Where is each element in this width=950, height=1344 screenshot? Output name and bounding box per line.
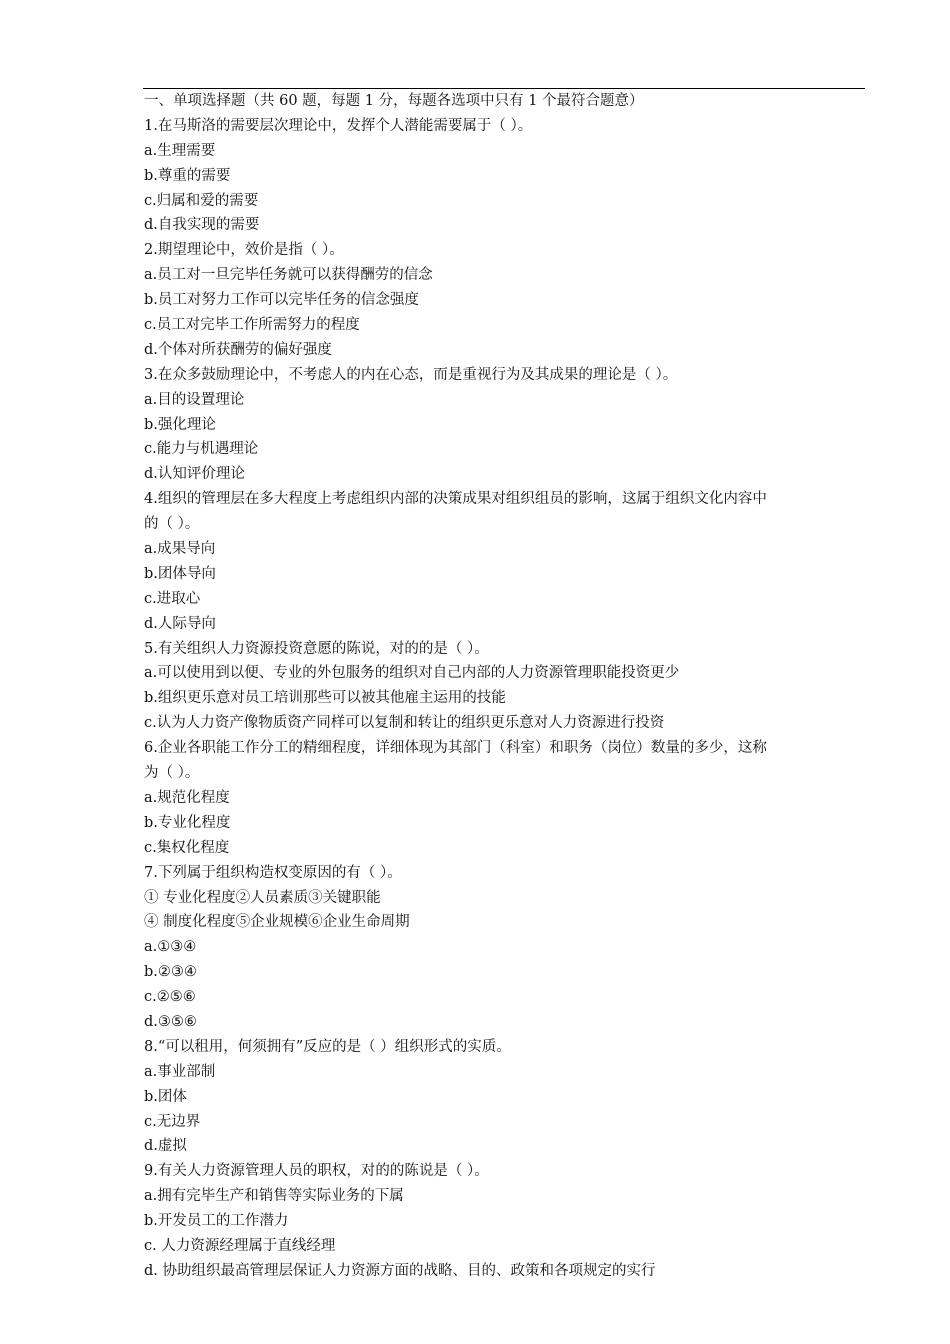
text-line: 6.企业各职能工作分工的精细程度，详细体现为其部门（科室）和职务（岗位）数量的多少，这称 <box>144 740 767 757</box>
text-line: ④ 制度化程度⑤企业规模⑥企业生命周期 <box>144 914 410 931</box>
text-line: d.③⑤⑥ <box>144 1013 197 1030</box>
text-line: d.认知评价理论 <box>144 466 245 483</box>
text-line: a.目的设置理论 <box>144 391 245 408</box>
text-line: 1.在马斯洛的需要层次理论中，发挥个人潜能需要属于（ ）。 <box>144 117 533 134</box>
text-line: b.尊重的需要 <box>144 167 231 184</box>
text-line: b.团体导向 <box>144 565 216 582</box>
text-line: a.规范化程度 <box>144 789 230 806</box>
text-line: 9.有关人力资源管理人员的职权，对的的陈说是（ ）。 <box>144 1163 489 1180</box>
text-line: c.进取心 <box>144 590 201 607</box>
text-line: d.个体对所获酬劳的偏好强度 <box>144 341 332 358</box>
text-line: 2.期望理论中，效价是指（ ）。 <box>144 242 344 259</box>
text-line: ① 专业化程度②人员素质③关键职能 <box>144 889 381 906</box>
text-line: 的（ ）。 <box>144 516 200 533</box>
text-line: 为（ ）。 <box>144 765 200 782</box>
text-line: c.能力与机遇理论 <box>144 441 259 458</box>
text-line: c.认为人力资产像物质资产同样可以复制和转让的组织更乐意对人力资源进行投资 <box>144 715 665 732</box>
text-line: b.团体 <box>144 1088 187 1105</box>
text-line: c.集权化程度 <box>144 839 230 856</box>
text-line: b.组织更乐意对员工培训那些可以被其他雇主运用的技能 <box>144 690 506 707</box>
text-line: d. 协助组织最高管理层保证人力资源方面的战略、目的、政策和各项规定的实行 <box>144 1262 656 1279</box>
text-line: 5.有关组织人力资源投资意愿的陈说，对的的是（ ）。 <box>144 640 489 657</box>
text-line: c.归属和爱的需要 <box>144 192 259 209</box>
text-line: c.无边界 <box>144 1113 201 1130</box>
text-line: d.虚拟 <box>144 1138 187 1155</box>
text-line: b.专业化程度 <box>144 814 231 831</box>
text-line: a.可以使用到以便、专业的外包服务的组织对自己内部的人力资源管理职能投资更少 <box>144 665 680 682</box>
text-line: d.自我实现的需要 <box>144 217 260 234</box>
text-line: a.生理需要 <box>144 142 216 159</box>
text-line: a.员工对一旦完毕任务就可以获得酬劳的信念 <box>144 267 433 284</box>
text-line: a.拥有完毕生产和销售等实际业务的下属 <box>144 1188 404 1205</box>
text-line: b.强化理论 <box>144 416 216 433</box>
text-line: b.②③④ <box>144 964 197 981</box>
text-line: d.人际导向 <box>144 615 216 632</box>
text-line: b.开发员工的工作潜力 <box>144 1213 289 1230</box>
text-line: c.员工对完毕工作所需努力的程度 <box>144 317 360 334</box>
text-line: 4.组织的管理层在多大程度上考虑组织内部的决策成果对组织组员的影响，这属于组织文化内容中 <box>144 491 767 508</box>
text-line: 3.在众多鼓励理论中，不考虑人的内在心态，而是重视行为及其成果的理论是（ ）。 <box>144 366 678 383</box>
text-line: 8.“可以租用，何须拥有”反应的是（ ）组织形式的实质。 <box>144 1038 511 1055</box>
text-line: b.员工对努力工作可以完毕任务的信念强度 <box>144 292 419 309</box>
text-line: c.②⑤⑥ <box>144 989 196 1006</box>
section-heading: 一、单项选择题（共 60 题，每题 1 分，每题各选项中只有 1 个最符合题意） <box>144 93 644 109</box>
document-body <box>144 89 866 1284</box>
text-line: a.①③④ <box>144 939 197 956</box>
text-line: 7.下列属于组织构造权变原因的有（ ）。 <box>144 864 402 881</box>
text-line: a.成果导向 <box>144 541 216 558</box>
text-line: a.事业部制 <box>144 1063 216 1080</box>
text-line: c. 人力资源经理属于直线经理 <box>144 1237 336 1254</box>
